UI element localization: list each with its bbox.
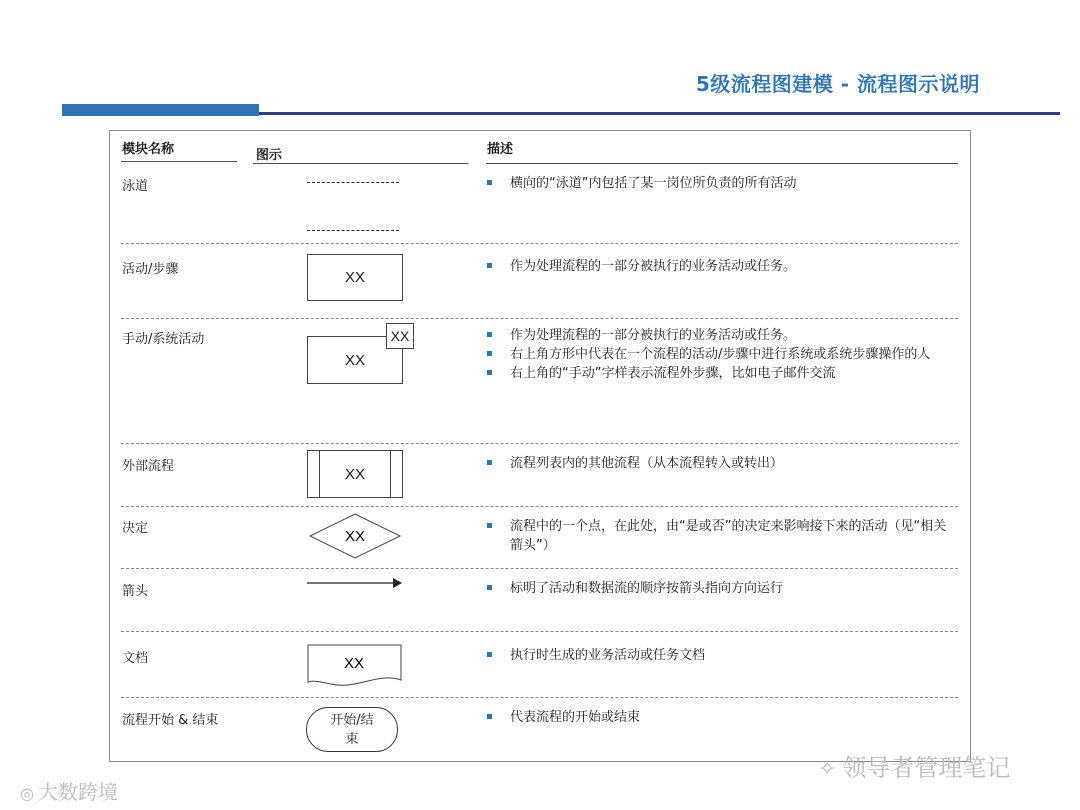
row-separator bbox=[121, 631, 958, 632]
activity-shape-label: XX bbox=[344, 269, 365, 286]
header-name: 模块名称 bbox=[122, 142, 175, 157]
external-process-shape bbox=[307, 450, 403, 498]
terminator-label: 开始/结束 bbox=[330, 712, 374, 747]
arrow-shape bbox=[307, 577, 403, 589]
decision-label: XX bbox=[344, 528, 366, 545]
row-desc-document bbox=[486, 646, 956, 665]
header-underline-name bbox=[121, 161, 237, 162]
row-desc-decision bbox=[486, 517, 956, 555]
wechat-icon: ✧ bbox=[818, 757, 837, 782]
row-name-decision: 决定 bbox=[122, 521, 149, 536]
list-item: 右上角方形中代表在一个流程的活动/步骤中进行系统或系统步骤操作的人 bbox=[486, 345, 956, 364]
header-underline-desc bbox=[486, 163, 958, 164]
external-process-left-bar bbox=[319, 451, 320, 497]
watermark-bottom-right: ✧ 领导者管理笔记 bbox=[818, 754, 1011, 782]
manual-corner-label: XX bbox=[390, 328, 410, 344]
list-item: 作为处理流程的一部分被执行的业务活动或任务。 bbox=[486, 257, 956, 276]
header-figure: 图示 bbox=[256, 148, 283, 163]
external-process-label: XX bbox=[344, 465, 365, 483]
watermark-logo-icon: ◎ bbox=[20, 784, 34, 803]
row-name-activity: 活动/步骤 bbox=[122, 262, 179, 277]
row-separator bbox=[121, 318, 958, 319]
decision-diamond-shape bbox=[308, 513, 402, 559]
row-desc-swimlane bbox=[486, 174, 956, 193]
header-desc: 描述 bbox=[487, 142, 514, 157]
row-name-manual-system: 手动/系统活动 bbox=[122, 332, 205, 347]
list-item: 作为处理流程的一部分被执行的业务活动或任务。 bbox=[486, 326, 956, 345]
list-item: 横向的“泳道”内包括了某一岗位所负责的所有活动 bbox=[486, 174, 956, 193]
row-name-external: 外部流程 bbox=[122, 459, 175, 474]
row-separator bbox=[121, 243, 958, 244]
list-item: 流程列表内的其他流程（从本流程转入或转出） bbox=[486, 454, 956, 473]
row-separator bbox=[121, 568, 958, 569]
activity-shape bbox=[307, 254, 403, 301]
manual-activity-shape-label: XX bbox=[344, 351, 365, 369]
list-item: 标明了活动和数据流的顺序按箭头指向方向运行 bbox=[486, 579, 956, 598]
header-underline-figure bbox=[253, 163, 468, 164]
external-process-right-bar bbox=[390, 451, 391, 497]
list-item: 流程中的一个点，在此处，由“是或否”的决定来影响接下来的活动（见“相关箭头”） bbox=[486, 517, 956, 555]
page-title: 5级流程图建模 - 流程图示说明 bbox=[695, 72, 980, 96]
watermark-bottom-left: ◎ 大数跨境 bbox=[20, 780, 118, 804]
row-separator bbox=[121, 506, 958, 507]
list-item: 执行时生成的业务活动或任务文档 bbox=[486, 646, 956, 665]
row-name-swimlane: 泳道 bbox=[122, 179, 149, 194]
title-rule bbox=[259, 112, 1060, 115]
list-item: 代表流程的开始或结束 bbox=[486, 708, 956, 727]
swimlane-top-line bbox=[307, 182, 399, 183]
list-item: 右上角的“手动”字样表示流程外步骤，比如电子邮件交流 bbox=[486, 364, 956, 383]
title-accent-bar bbox=[62, 104, 259, 116]
row-name-arrow: 箭头 bbox=[122, 584, 149, 599]
row-name-document: 文档 bbox=[122, 651, 149, 666]
row-name-start-end: 流程开始 & 结束 bbox=[122, 713, 219, 728]
terminator-shape bbox=[306, 707, 398, 752]
row-separator bbox=[121, 697, 958, 698]
legend-table-frame bbox=[109, 130, 971, 762]
manual-corner-box bbox=[386, 323, 414, 349]
row-desc-external bbox=[486, 454, 956, 473]
row-desc-activity bbox=[486, 257, 956, 276]
row-desc-manual-system bbox=[486, 326, 956, 383]
row-separator bbox=[121, 443, 958, 444]
swimlane-bottom-line bbox=[307, 230, 399, 231]
row-desc-start-end bbox=[486, 708, 956, 727]
document-shape bbox=[307, 644, 403, 690]
document-label: XX bbox=[343, 655, 365, 672]
row-desc-arrow bbox=[486, 579, 956, 598]
